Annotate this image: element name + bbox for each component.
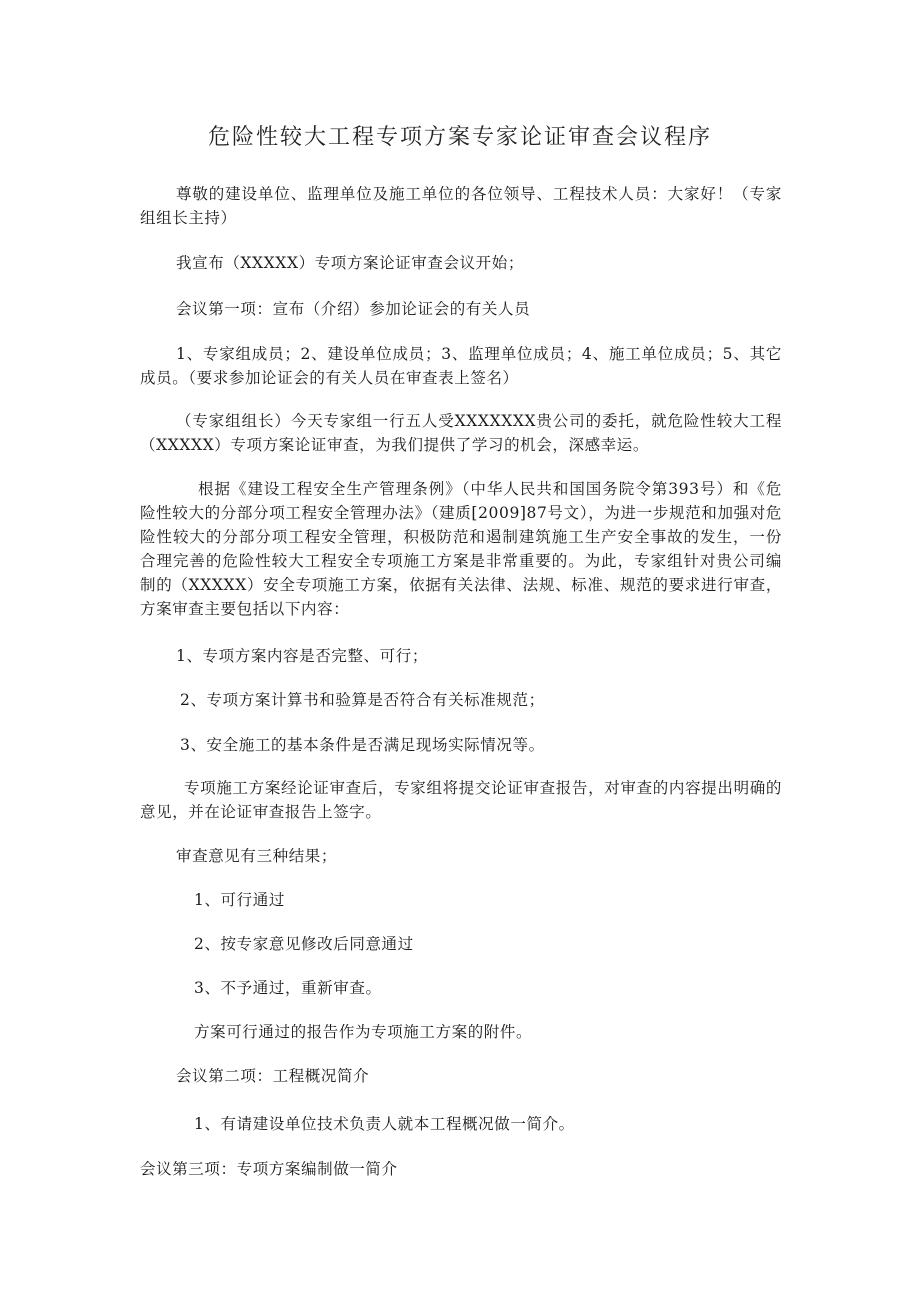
paragraph-attachment-note: 方案可行通过的报告作为专项施工方案的附件。 [194,1023,533,1041]
document-title: 危险性较大工程专项方案专家论证审查会议程序 [207,125,712,150]
paragraph-legal-basis: 根据《建设工程安全生产管理条例》（中华人民共和国国务院令第393号）和《危险性较大的分部分项工程安全管理办法》（建质[2009]87号文），为进一步规范和加强对危险性较大的分部分项工程安全管理，积极防范和遏制建筑施工生产安全事故的发生，一份合理完善的危险性较大工程安全专项施工方案是非常重要的。为此，专家组针对贵公司编制的（XXXXX）安全专项施工方案，依据有关法律、法规、标准、规范的要求进行审查，方案审查主要包括以下内容： [140,480,782,618]
paragraph-greeting: 尊敬的建设单位、监理单位及施工单位的各位领导、工程技术人员：大家好！（专家组组长主持） [140,185,782,227]
paragraph-result-3: 3、不予通过，重新审查。 [194,979,382,997]
paragraph-review-item-1: 1、专项方案内容是否完整、可行； [176,647,428,665]
paragraph-announce-start: 我宣布（XXXXX）专项方案论证审查会议开始； [176,254,524,272]
paragraph-report-submission: 专项施工方案经论证审查后，专家组将提交论证审查报告，对审查的内容提出明确的意见，并在论证审查报告上签字。 [140,779,782,821]
paragraph-item-three-heading: 会议第三项：专项方案编制做一简介 [140,1160,398,1178]
paragraph-result-2: 2、按专家意见修改后同意通过 [194,935,414,953]
paragraph-item-two-heading: 会议第二项：工程概况简介 [176,1067,370,1085]
paragraph-item-one-heading: 会议第一项：宣布（介绍）参加论证会的有关人员 [176,300,531,318]
paragraph-review-item-3: 3、安全施工的基本条件是否满足现场实际情况等。 [180,736,545,754]
paragraph-opinion-results: 审查意见有三种结果； [176,847,338,865]
paragraph-review-item-2: 2、专项方案计算书和验算是否符合有关标准规范； [180,691,545,709]
paragraph-expert-intro: （专家组组长）今天专家组一行五人受XXXXXXX贵公司的委托，就危险性较大工程（XXXXX）专项方案论证审查，为我们提供了学习的机会，深感幸运。 [140,412,782,454]
paragraph-result-1: 1、可行通过 [194,891,285,909]
paragraph-attendee-list: 1、专家组成员；2、建设单位成员；3、监理单位成员；4、施工单位成员；5、其它成员。（要求参加论证会的有关人员在审查表上签名） [140,345,782,387]
paragraph-item-two-detail: 1、有请建设单位技术负责人就本工程概况做一简介。 [194,1115,575,1133]
